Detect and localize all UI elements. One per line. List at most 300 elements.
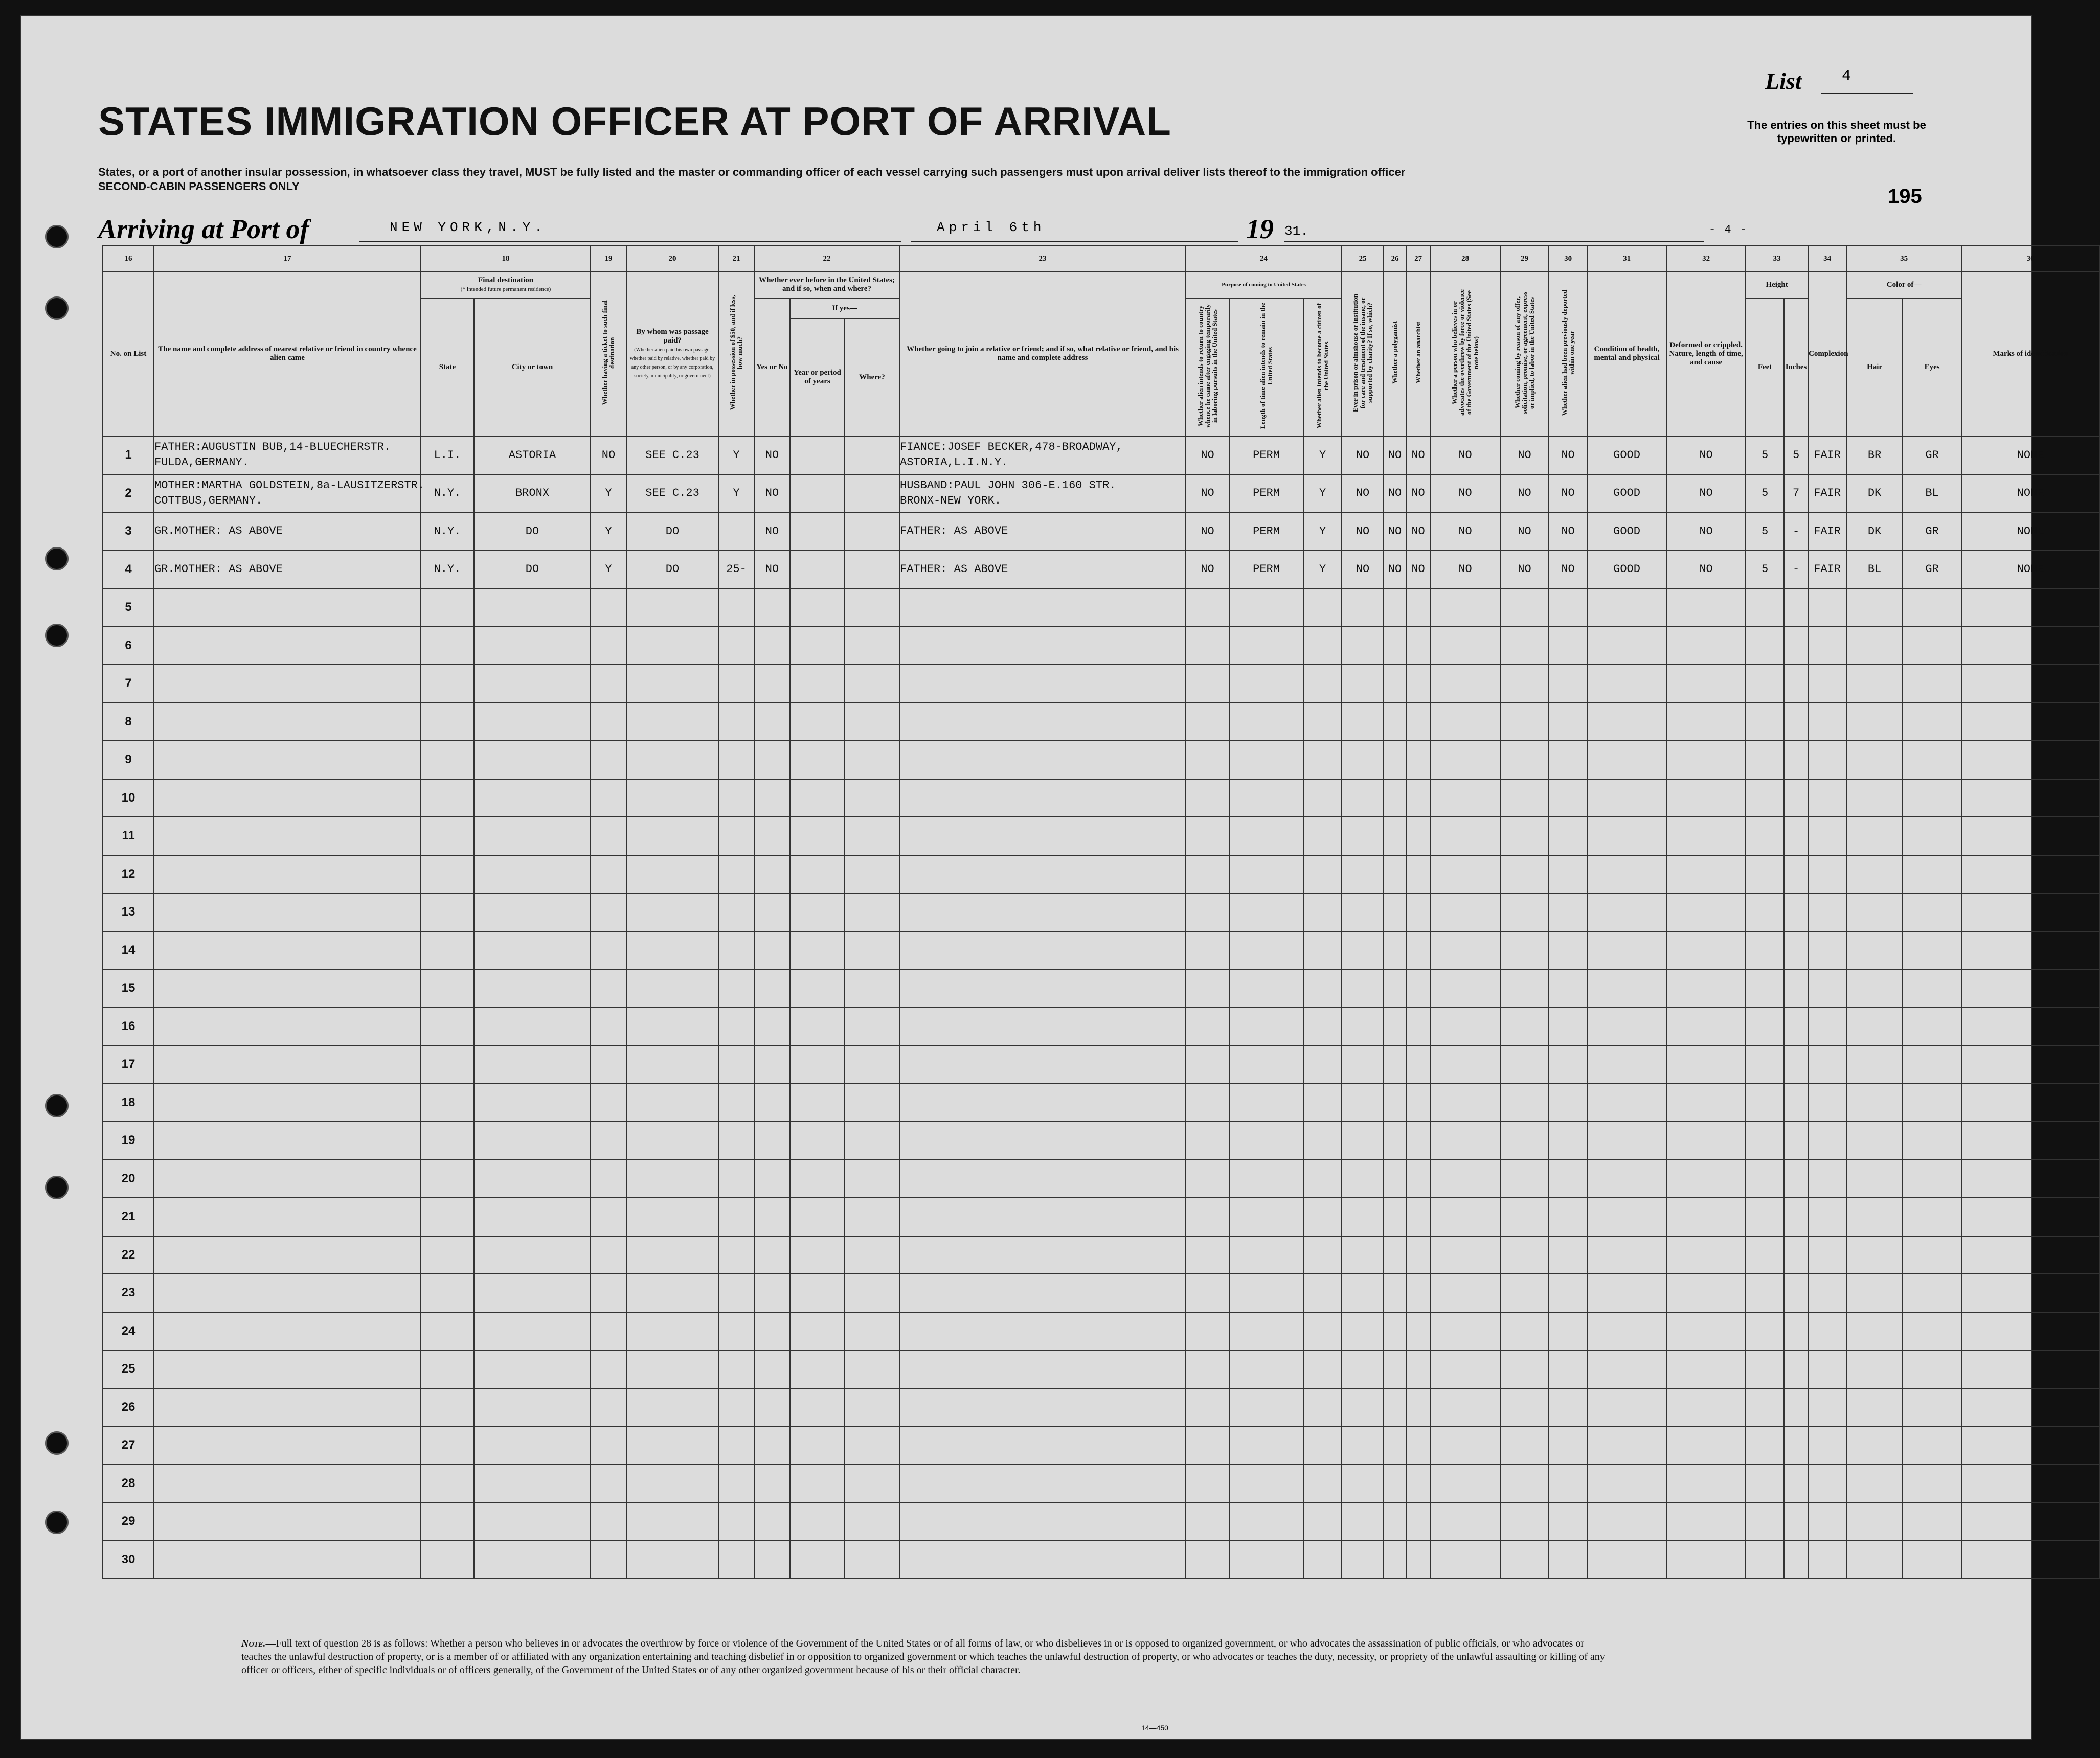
cell-over xyxy=(1430,1312,1500,1351)
punch-hole xyxy=(45,225,69,248)
cell-money: 25- xyxy=(718,551,754,589)
cell-marks xyxy=(1961,1122,2099,1160)
cell-before xyxy=(754,1084,790,1122)
cell-before xyxy=(754,665,790,703)
cell-marks xyxy=(1961,1312,2099,1351)
cell-p1 xyxy=(1186,1008,1229,1046)
cell-eyes xyxy=(1903,741,1961,779)
cell-before xyxy=(754,1122,790,1160)
cell-year xyxy=(790,1350,845,1388)
cell-anarch xyxy=(1406,1008,1430,1046)
cell-polyg xyxy=(1384,855,1406,894)
cell-paid xyxy=(626,665,718,703)
cell-ticket xyxy=(591,1465,626,1503)
cell-money xyxy=(718,1426,754,1465)
cell-polyg xyxy=(1384,1388,1406,1427)
cell-marks xyxy=(1961,1045,2099,1084)
cell-ticket xyxy=(591,817,626,855)
cell-year xyxy=(790,1008,845,1046)
relative-line-2: COTTBUS,GERMANY. xyxy=(154,494,263,507)
cell-hair xyxy=(1846,1236,1903,1274)
cell-where xyxy=(845,1160,899,1198)
cell-where xyxy=(845,588,899,627)
cell-marks xyxy=(1961,1350,2099,1388)
header-marks: Marks of identification xyxy=(1961,271,2099,436)
organization-label: Whether coming by reason of any offer, solicitation, promise, or agreement, express or implied, to labor in the United States xyxy=(1513,291,1536,414)
date-underline xyxy=(911,241,1238,242)
cell-state xyxy=(421,703,474,741)
table-row xyxy=(103,588,2099,627)
cell-city xyxy=(474,1465,591,1503)
cell-hair xyxy=(1846,1198,1903,1236)
cell-year xyxy=(790,1312,845,1351)
cell-over xyxy=(1430,1160,1500,1198)
cell-money xyxy=(718,779,754,817)
cell-over xyxy=(1430,1388,1500,1427)
cell-feet xyxy=(1746,588,1784,627)
cell-hair: BR xyxy=(1846,436,1903,474)
purpose-return-label: Whether alien intends to return to country whence he came after engaging temporarily in laboring pursuits in the United States xyxy=(1196,304,1218,428)
cell-deport xyxy=(1549,1388,1587,1427)
cell-feet xyxy=(1746,855,1784,894)
cell-p1 xyxy=(1186,893,1229,931)
header-purpose-length xyxy=(1229,298,1303,436)
cell-p1 xyxy=(1186,1465,1229,1503)
cell-health xyxy=(1587,627,1666,665)
cell-health xyxy=(1587,1465,1666,1503)
header-hair: Hair xyxy=(1846,298,1903,436)
cell-health xyxy=(1587,969,1666,1008)
cell-deport: NO xyxy=(1549,551,1587,589)
cell-where xyxy=(845,1312,899,1351)
cell-polyg xyxy=(1384,1274,1406,1312)
table-row xyxy=(103,1388,2099,1427)
table-row xyxy=(103,1312,2099,1351)
cell-org xyxy=(1500,1084,1549,1122)
header-nearest-relative: The name and complete address of nearest relative or friend in country whence alien came xyxy=(154,271,421,436)
cell-deport xyxy=(1549,1160,1587,1198)
row-number: 15 xyxy=(103,969,154,1008)
cell-feet xyxy=(1746,1274,1784,1312)
cell-over xyxy=(1430,1274,1500,1312)
cell-deform: NO xyxy=(1666,551,1746,589)
cell-paid xyxy=(626,1045,718,1084)
cell-health: GOOD xyxy=(1587,436,1666,474)
cell-year xyxy=(790,588,845,627)
cell-deform xyxy=(1666,817,1746,855)
cell-health xyxy=(1587,1388,1666,1427)
cell-polyg xyxy=(1384,703,1406,741)
cell-join xyxy=(899,474,1186,513)
cell-before xyxy=(754,893,790,931)
cell-marks xyxy=(1961,931,2099,970)
cell-complexion xyxy=(1808,1160,1846,1198)
table-row xyxy=(103,436,2099,474)
cell-p1 xyxy=(1186,1122,1229,1160)
cell-money xyxy=(718,741,754,779)
anarchist-label: Whether an anarchist xyxy=(1414,322,1422,383)
cell-eyes xyxy=(1903,703,1961,741)
cell-polyg xyxy=(1384,1541,1406,1579)
cell-where xyxy=(845,1236,899,1274)
cell-deport xyxy=(1549,931,1587,970)
row-number: 24 xyxy=(103,1312,154,1351)
cell-relative xyxy=(154,855,421,894)
port-underline xyxy=(359,241,901,242)
cell-where xyxy=(845,1008,899,1046)
row-number: 2 xyxy=(103,474,154,513)
cell-p2 xyxy=(1229,1502,1303,1541)
cell-over xyxy=(1430,779,1500,817)
cell-inches xyxy=(1784,1465,1808,1503)
cell-health xyxy=(1587,1350,1666,1388)
cell-city xyxy=(474,1350,591,1388)
cell-p2 xyxy=(1229,1388,1303,1427)
cell-city xyxy=(474,817,591,855)
cell-eyes: GR xyxy=(1903,512,1961,551)
ticket-label: Whether having a ticket to such final destination xyxy=(601,300,616,405)
cell-deport xyxy=(1549,817,1587,855)
cell-anarch xyxy=(1406,1350,1430,1388)
cell-eyes xyxy=(1903,1160,1961,1198)
cell-join xyxy=(899,931,1186,970)
cell-inches xyxy=(1784,855,1808,894)
cell-complexion xyxy=(1808,1084,1846,1122)
cell-ticket xyxy=(591,855,626,894)
cell-ticket xyxy=(591,1122,626,1160)
cell-before xyxy=(754,1502,790,1541)
cell-before xyxy=(754,1160,790,1198)
cell-anarch xyxy=(1406,741,1430,779)
cell-health xyxy=(1587,1274,1666,1312)
cell-feet xyxy=(1746,741,1784,779)
table-row xyxy=(103,893,2099,931)
colnum-20: 20 xyxy=(626,246,718,271)
row-number: 19 xyxy=(103,1122,154,1160)
cell-over xyxy=(1430,1122,1500,1160)
cell-money xyxy=(718,855,754,894)
cell-state: N.Y. xyxy=(421,474,474,513)
cell-over xyxy=(1430,741,1500,779)
cell-where xyxy=(845,1541,899,1579)
cell-prison xyxy=(1342,1502,1384,1541)
header-money xyxy=(718,271,754,436)
cell-state xyxy=(421,1426,474,1465)
cell-anarch: NO xyxy=(1406,474,1430,513)
cell-inches xyxy=(1784,969,1808,1008)
cell-hair: DK xyxy=(1846,474,1903,513)
cell-before xyxy=(754,969,790,1008)
header-organization xyxy=(1500,271,1549,436)
cell-hair xyxy=(1846,1160,1903,1198)
cell-paid xyxy=(626,1350,718,1388)
punch-hole xyxy=(45,1431,69,1455)
row-number: 7 xyxy=(103,665,154,703)
cell-where xyxy=(845,893,899,931)
cell-eyes xyxy=(1903,1350,1961,1388)
cell-deport xyxy=(1549,1008,1587,1046)
cell-year xyxy=(790,931,845,970)
cell-p1 xyxy=(1186,588,1229,627)
row-number: 26 xyxy=(103,1388,154,1427)
cell-year xyxy=(790,551,845,589)
cell-hair xyxy=(1846,931,1903,970)
cell-p1 xyxy=(1186,665,1229,703)
cell-year xyxy=(790,1160,845,1198)
footer-note xyxy=(241,1637,1612,1677)
cell-relative xyxy=(154,1198,421,1236)
cell-p3 xyxy=(1303,1236,1342,1274)
cell-inches xyxy=(1784,1045,1808,1084)
cell-state: L.I. xyxy=(421,436,474,474)
cell-where xyxy=(845,665,899,703)
row-number: 3 xyxy=(103,512,154,551)
cell-state xyxy=(421,1160,474,1198)
cell-feet xyxy=(1746,1465,1784,1503)
cell-feet xyxy=(1746,893,1784,931)
cell-over: NO xyxy=(1430,551,1500,589)
cell-year xyxy=(790,512,845,551)
cell-complexion xyxy=(1808,1426,1846,1465)
cell-prison xyxy=(1342,703,1384,741)
table-body xyxy=(103,436,2099,1579)
cell-year xyxy=(790,627,845,665)
cell-feet xyxy=(1746,1312,1784,1351)
cell-year xyxy=(790,855,845,894)
cell-deport: NO xyxy=(1549,474,1587,513)
cell-p3 xyxy=(1303,1045,1342,1084)
cell-deport xyxy=(1549,588,1587,627)
cell-health: GOOD xyxy=(1587,551,1666,589)
cell-marks xyxy=(1961,893,2099,931)
cell-p2 xyxy=(1229,1084,1303,1122)
cell-year xyxy=(790,1198,845,1236)
cell-p1 xyxy=(1186,1426,1229,1465)
cell-p2 xyxy=(1229,779,1303,817)
cell-money xyxy=(718,969,754,1008)
cell-year xyxy=(790,817,845,855)
cell-relative xyxy=(154,474,425,513)
cell-ticket xyxy=(591,627,626,665)
cell-relative xyxy=(154,1084,421,1122)
cell-health xyxy=(1587,1122,1666,1160)
cell-paid xyxy=(626,1236,718,1274)
typewritten-note: The entries on this sheet must be typewritten or printed. xyxy=(1747,119,1926,145)
cell-anarch: NO xyxy=(1406,512,1430,551)
cell-state xyxy=(421,1008,474,1046)
cell-ticket: Y xyxy=(591,474,626,513)
cell-eyes xyxy=(1903,1198,1961,1236)
cell-health xyxy=(1587,703,1666,741)
cell-inches xyxy=(1784,1198,1808,1236)
cell-p3 xyxy=(1303,1312,1342,1351)
table-row xyxy=(103,703,2099,741)
cell-p2 xyxy=(1229,1160,1303,1198)
table-row xyxy=(103,817,2099,855)
cell-health xyxy=(1587,741,1666,779)
cell-eyes xyxy=(1903,1502,1961,1541)
cell-org xyxy=(1500,1465,1549,1503)
cell-hair xyxy=(1846,1084,1903,1122)
cell-feet xyxy=(1746,627,1784,665)
row-number: 22 xyxy=(103,1236,154,1274)
cell-anarch xyxy=(1406,817,1430,855)
cell-where xyxy=(845,1350,899,1388)
cell-marks xyxy=(1961,703,2099,741)
cell-anarch xyxy=(1406,588,1430,627)
cell-inches xyxy=(1784,1122,1808,1160)
cell-anarch xyxy=(1406,855,1430,894)
header-no-on-list: No. on List xyxy=(103,271,154,436)
cell-p2: PERM xyxy=(1229,474,1303,513)
cell-join xyxy=(899,779,1186,817)
cell-polyg: NO xyxy=(1384,474,1406,513)
cell-money xyxy=(718,1084,754,1122)
cell-city xyxy=(474,1198,591,1236)
cell-before xyxy=(754,1541,790,1579)
cell-p3 xyxy=(1303,1274,1342,1312)
cell-p3 xyxy=(1303,893,1342,931)
cell-eyes xyxy=(1903,588,1961,627)
cell-hair xyxy=(1846,588,1903,627)
cell-anarch: NO xyxy=(1406,551,1430,589)
header-where: Where? xyxy=(845,318,899,436)
cell-marks xyxy=(1961,779,2099,817)
cell-money xyxy=(718,588,754,627)
cell-city xyxy=(474,1045,591,1084)
cell-prison xyxy=(1342,1350,1384,1388)
cell-city xyxy=(474,1426,591,1465)
cell-state xyxy=(421,1541,474,1579)
cell-deform xyxy=(1666,931,1746,970)
table-row xyxy=(103,1122,2099,1160)
cell-ticket xyxy=(591,969,626,1008)
cell-before xyxy=(754,1236,790,1274)
cell-polyg xyxy=(1384,741,1406,779)
cell-hair xyxy=(1846,741,1903,779)
table-row xyxy=(103,627,2099,665)
cell-p1 xyxy=(1186,703,1229,741)
table-row xyxy=(103,779,2099,817)
cell-where xyxy=(845,1426,899,1465)
cell-feet xyxy=(1746,817,1784,855)
cell-p1 xyxy=(1186,1541,1229,1579)
cell-p2 xyxy=(1229,627,1303,665)
cell-eyes: BL xyxy=(1903,474,1961,513)
cell-money xyxy=(718,627,754,665)
cell-prison xyxy=(1342,1426,1384,1465)
punch-hole xyxy=(45,624,69,647)
cell-state xyxy=(421,588,474,627)
cell-anarch xyxy=(1406,1236,1430,1274)
cell-polyg xyxy=(1384,1426,1406,1465)
table-row xyxy=(103,1274,2099,1312)
cell-state xyxy=(421,969,474,1008)
table-row xyxy=(103,1084,2099,1122)
cell-state xyxy=(421,1465,474,1503)
cell-inches xyxy=(1784,1388,1808,1427)
cell-p2 xyxy=(1229,741,1303,779)
cell-health xyxy=(1587,1502,1666,1541)
cell-hair xyxy=(1846,1274,1903,1312)
table-row xyxy=(103,1426,2099,1465)
colnum-27: 27 xyxy=(1406,246,1430,271)
cell-eyes xyxy=(1903,627,1961,665)
cell-p1 xyxy=(1186,1350,1229,1388)
cell-prison xyxy=(1342,588,1384,627)
cell-deform: NO xyxy=(1666,474,1746,513)
cell-p2 xyxy=(1229,665,1303,703)
cell-state xyxy=(421,1236,474,1274)
cell-anarch xyxy=(1406,969,1430,1008)
cell-inches xyxy=(1784,1274,1808,1312)
relative-line-2: FULDA,GERMANY. xyxy=(154,456,249,469)
cell-before xyxy=(754,627,790,665)
cell-money xyxy=(718,1236,754,1274)
cell-prison xyxy=(1342,1388,1384,1427)
cell-complexion: FAIR xyxy=(1808,474,1846,513)
cell-complexion xyxy=(1808,855,1846,894)
cell-inches xyxy=(1784,1084,1808,1122)
cell-p2 xyxy=(1229,1350,1303,1388)
cell-before: NO xyxy=(754,474,790,513)
cell-deform xyxy=(1666,1008,1746,1046)
cell-marks xyxy=(1961,817,2099,855)
cell-paid xyxy=(626,1465,718,1503)
cell-year xyxy=(790,1045,845,1084)
cell-city xyxy=(474,969,591,1008)
table-row xyxy=(103,855,2099,894)
year-prefix: 19 xyxy=(1246,214,1274,244)
cell-p1 xyxy=(1186,1084,1229,1122)
cell-p1: NO xyxy=(1186,436,1229,474)
colnum-18: 18 xyxy=(421,246,591,271)
cell-city xyxy=(474,741,591,779)
cell-money xyxy=(718,665,754,703)
colnum-26: 26 xyxy=(1384,246,1406,271)
cell-p2 xyxy=(1229,1541,1303,1579)
cell-org xyxy=(1500,665,1549,703)
cell-join xyxy=(899,512,1186,551)
row-number: 23 xyxy=(103,1274,154,1312)
cell-anarch xyxy=(1406,1312,1430,1351)
cell-hair xyxy=(1846,665,1903,703)
cell-inches xyxy=(1784,1236,1808,1274)
cell-city: ASTORIA xyxy=(474,436,591,474)
form-number: 14—450 xyxy=(1141,1724,1168,1732)
cell-marks xyxy=(1961,1465,2099,1503)
cell-eyes xyxy=(1903,1541,1961,1579)
cell-prison xyxy=(1342,1236,1384,1274)
cell-polyg: NO xyxy=(1384,551,1406,589)
cell-polyg xyxy=(1384,588,1406,627)
cell-p3 xyxy=(1303,1160,1342,1198)
overthrow-label: Whether a person who believes in or advocates the overthrow by force or violence of the Government of the United States (See note below) xyxy=(1450,289,1480,416)
header-if-yes: If yes— xyxy=(790,298,899,318)
cell-deport xyxy=(1549,1426,1587,1465)
cell-p3 xyxy=(1303,1084,1342,1122)
cell-deform xyxy=(1666,893,1746,931)
cell-money xyxy=(718,1312,754,1351)
cell-deform xyxy=(1666,1541,1746,1579)
cell-state xyxy=(421,741,474,779)
cell-org xyxy=(1500,855,1549,894)
cell-org xyxy=(1500,1122,1549,1160)
cell-p1 xyxy=(1186,779,1229,817)
cell-relative xyxy=(154,969,421,1008)
colnum-19: 19 xyxy=(591,246,626,271)
date-field: April 6th xyxy=(937,220,1046,235)
